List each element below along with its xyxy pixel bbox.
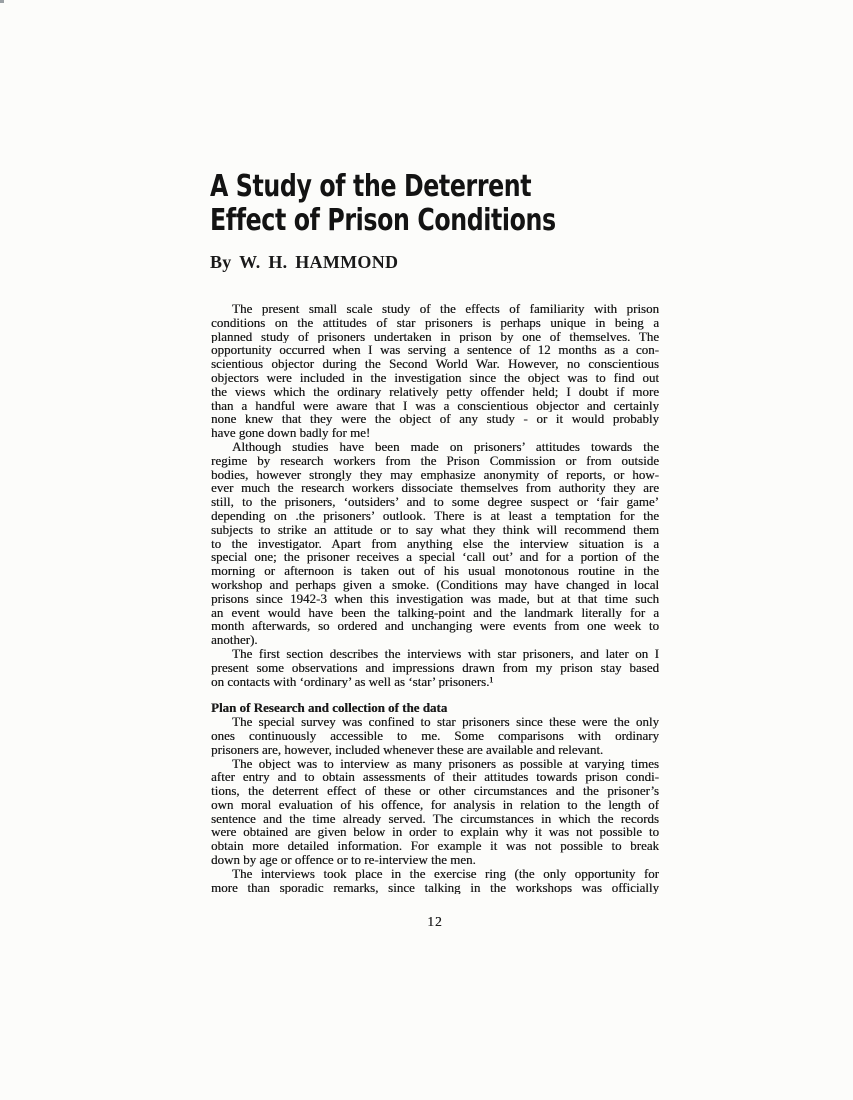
text-line: prisons since 1942-3 when this investigation was made, but at that time such: [211, 591, 659, 606]
paragraph: [211, 440, 659, 647]
scan-artifact: [0, 0, 4, 3]
text-line: tions, the deterrent effect of these or other circumstances and the prisoner’s: [211, 784, 659, 798]
text-line: another).: [211, 633, 258, 647]
text-line: subjects to strike an attitude or to say what they think will recommend them: [211, 522, 659, 537]
text-line: more than sporadic remarks, since talking in the workshops was officially: [211, 880, 659, 895]
text-line: none knew that they were the object of any study - or it would probably: [211, 412, 659, 427]
text-line: month afterwards, so ordered and unchanging were events from one week to: [211, 619, 659, 634]
body-column: [211, 302, 659, 894]
text-line: planned study of prisoners undertaken in prison by one of themselves. The: [211, 329, 659, 344]
text-line: morning or afternoon is taken out of his usual monotonous routine in the: [211, 564, 659, 578]
text-line: workshop and perhaps given a smoke. (Conditions may have changed in local: [211, 577, 659, 592]
text-line: The special survey was confined to star prisoners since these were the only: [232, 715, 659, 729]
article-title-line1: A Study of the Deterrent: [210, 169, 532, 204]
text-line: the views which the ordinary relatively petty offender held; I doubt if more: [211, 384, 659, 399]
text-line: depending on .the prisoners’ outlook. There is at least a temptation for the: [211, 508, 659, 523]
text-line: were obtained are given below in order to explain why it was not possible to: [211, 825, 659, 840]
text-line: bodies, however strongly they may emphasize anonymity of reports, or how-: [211, 467, 659, 482]
text-line: The present small scale study of the effects of familiarity with prison: [232, 302, 659, 316]
text-line: Although studies have been made on prisoners’ attitudes towards the: [232, 439, 659, 454]
text-line: have gone down badly for me!: [211, 426, 371, 440]
text-line: The interviews took place in the exercise ring (the only opportunity for: [232, 866, 659, 881]
article-title: [210, 170, 648, 238]
text-line: down by age or offence or to re-interview the men.: [211, 853, 476, 867]
page-number: 12: [427, 914, 443, 929]
text-line: still, to the prisoners, ‘outsiders’ and to some degree suspect or ‘fair game’: [211, 495, 659, 509]
text-line: prisoners are, however, included whenever these are available and relevant.: [211, 742, 604, 757]
text-line: opportunity occurred when I was serving a sentence of 12 months as a con-: [211, 343, 659, 358]
section-heading: Plan of Research and collection of the data: [211, 700, 448, 716]
text-line: after entry and to obtain assessments of their attitudes towards prison condi-: [211, 770, 659, 785]
paragraph: [211, 647, 659, 688]
paragraph: [211, 715, 659, 756]
text-line: on contacts with ‘ordinary’ as well as ‘star’ prisoners.¹: [211, 674, 494, 689]
text-line: special one; the prisoner receives a special ‘call out’ and for a portion of the: [211, 550, 659, 565]
paragraph: [211, 302, 659, 440]
text-line: regime by research workers from the Prison Commission or from outside: [211, 453, 659, 468]
paragraph: [211, 757, 659, 867]
text-line: ever much the research workers dissociate themselves from authority they are: [211, 481, 659, 496]
article-title-line2: Effect of Prison Conditions: [210, 203, 556, 238]
text-line: sentence and the time already served. The circumstances in which the records: [211, 811, 659, 826]
text-line: conditions on the attitudes of star prisoners is perhaps unique in being a: [211, 315, 659, 330]
text-line: The object was to interview as many prisoners as possible at varying times: [232, 756, 659, 771]
text-line: The first section describes the interviews with star prisoners, and later on I: [232, 646, 659, 661]
text-line: than a handful were aware that I was a conscientious objector and certainly: [211, 398, 659, 413]
text-line: objectors were included in the investigation since the object was to find out: [211, 370, 659, 385]
text-line: scientious objector during the Second World War. However, no conscientious: [211, 357, 659, 371]
text-line: present some observations and impressions drawn from my prison stay based: [211, 660, 659, 675]
text-line: own moral evaluation of his offence, for analysis in relation to the length of: [211, 797, 659, 812]
text-line: obtain more detailed information. For example it was not possible to break: [211, 839, 659, 854]
author-byline: By W. H. HAMMOND: [210, 252, 399, 272]
text-line: ones continuously accessible to me. Some comparisons with ordinary: [211, 728, 659, 743]
text-line: an event would have been the talking-point and the landmark literally for a: [211, 605, 659, 620]
paragraph: [211, 867, 659, 895]
text-line: to the investigator. Apart from anything else the interview situation is a: [211, 536, 659, 551]
